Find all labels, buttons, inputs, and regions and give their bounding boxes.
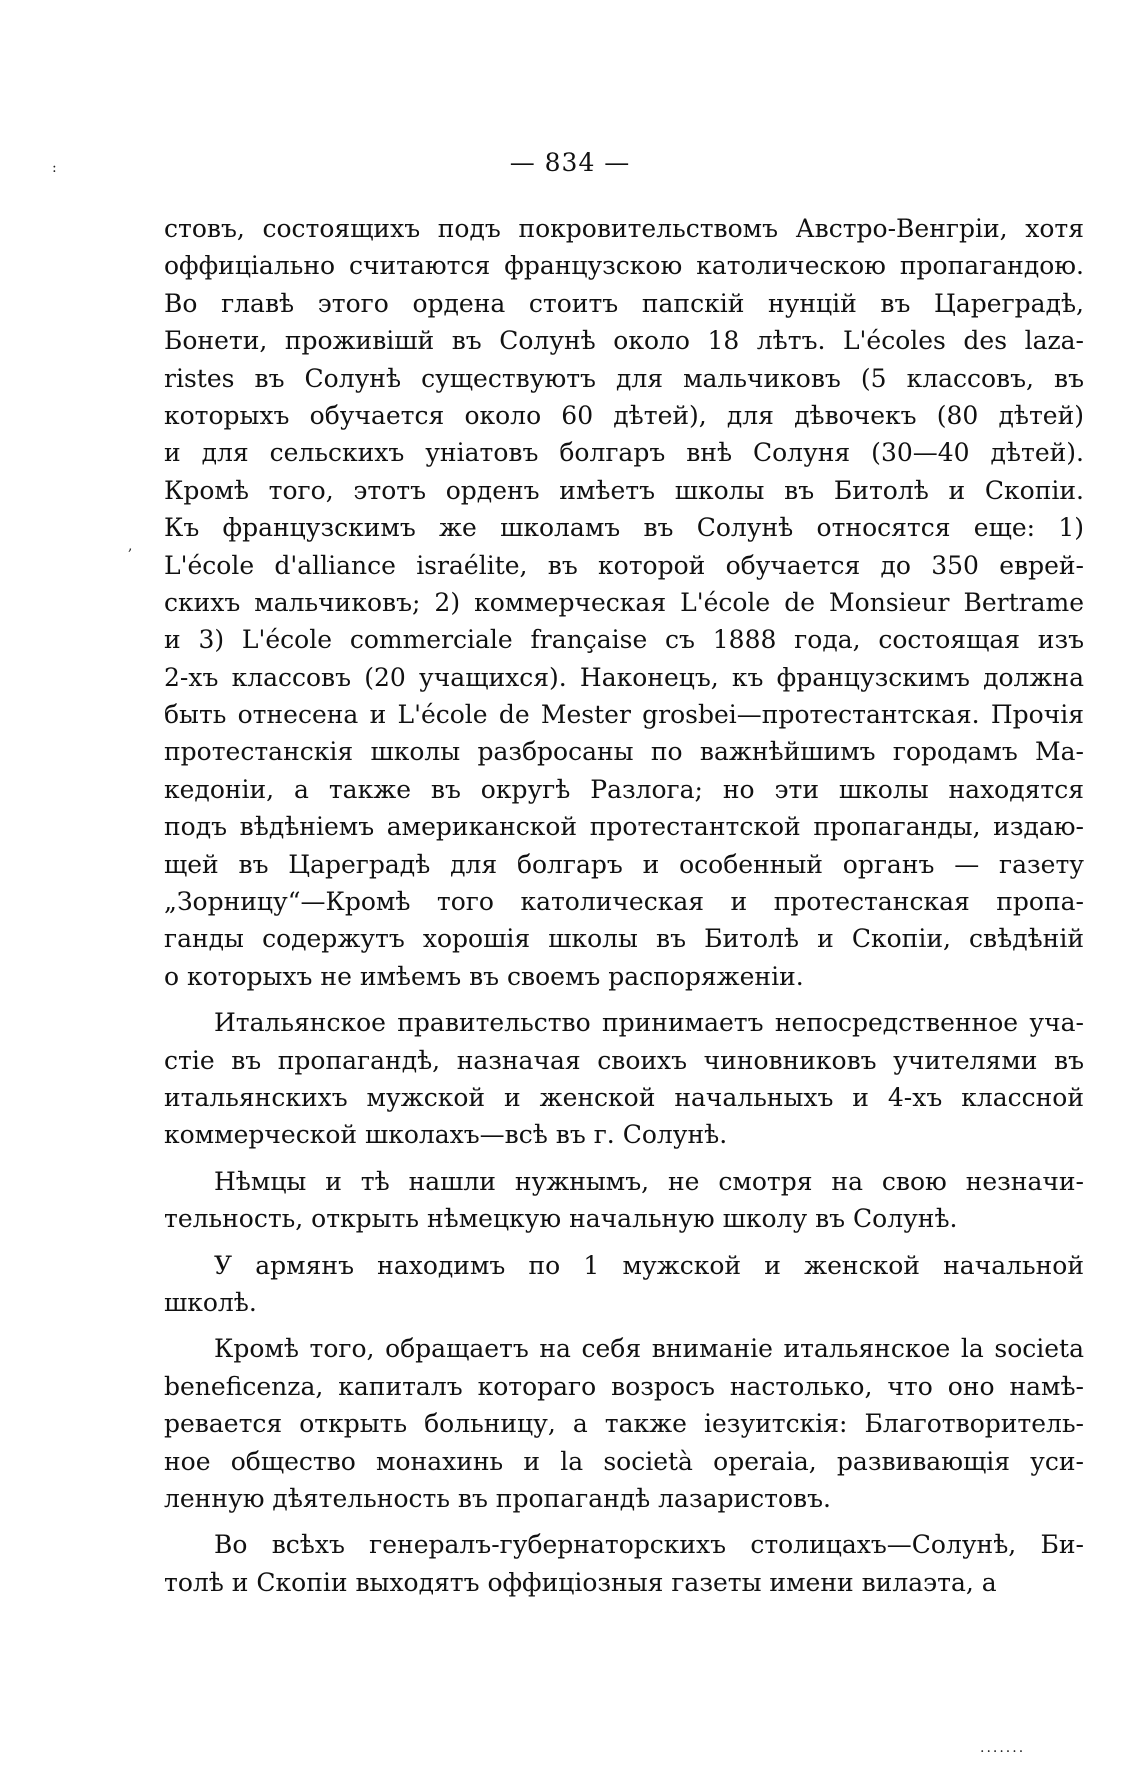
text-line: „Зорницу“—Кромѣ того католическая и протестанская пропа- xyxy=(164,887,1084,917)
paragraph xyxy=(164,210,1084,995)
paragraph xyxy=(164,1004,1084,1154)
paragraph xyxy=(164,1247,1084,1322)
text-line: которыхъ обучается около 60 дѣтей), для дѣвочекъ (80 дѣтей) xyxy=(164,400,1084,430)
text-line: ristes въ Солунѣ существуютъ для мальчиковъ (5 классовъ, въ xyxy=(164,363,1084,393)
body-text xyxy=(164,210,1084,1601)
text-line: Кромѣ того, обращаетъ на себя вниманіе итальянское la societa xyxy=(214,1334,1084,1364)
scan-mark: ....... xyxy=(980,1740,1026,1756)
text-line: ное общество монахинь и la società operaia, развивающія уси- xyxy=(164,1446,1084,1476)
paragraph xyxy=(164,1163,1084,1238)
paragraph-gap xyxy=(164,1321,1084,1330)
paragraph-gap xyxy=(164,1517,1084,1526)
text-line: 2-хъ классовъ (20 учащихся). Наконецъ, къ французскимъ должна xyxy=(164,662,1084,692)
text-line: и для сельскихъ уніатовъ болгаръ внѣ Солуня (30—40 дѣтей). xyxy=(164,438,1084,468)
text-line: Нѣмцы и тѣ нашли нужнымъ, не смотря на свою незначи- xyxy=(214,1166,1084,1196)
paragraph xyxy=(164,1330,1084,1517)
text-line: протестанскія школы разбросаны по важнѣйшимъ городамъ Ма- xyxy=(164,737,1084,767)
text-line: стовъ, состоящихъ подъ покровительствомъ Австро-Венгріи, хотя xyxy=(164,214,1084,243)
paragraph xyxy=(164,1526,1084,1601)
text-line: стіе въ пропагандѣ, назначая своихъ чиновниковъ учителями въ xyxy=(164,1045,1084,1075)
paragraph-gap xyxy=(164,1238,1084,1247)
text-line: скихъ мальчиковъ; 2) коммерческая L'école de Monsieur Bertrame xyxy=(164,587,1084,617)
text-line: коммерческой школахъ—всѣ въ г. Солунѣ. xyxy=(164,1120,728,1150)
text-line: Кромѣ того, этотъ орденъ имѣетъ школы въ Битолѣ и Скопіи. xyxy=(164,475,1084,505)
text-line: У армянъ находимъ по 1 мужской и женской начальной xyxy=(214,1250,1084,1280)
text-line: Итальянское правительство принимаетъ непосредственное уча- xyxy=(214,1008,1084,1038)
text-line: щей въ Цареградѣ для болгаръ и особенный органъ — газету xyxy=(164,849,1084,879)
text-line: кедоніи, а также въ округѣ Разлога; но эти школы находятся xyxy=(164,774,1084,804)
text-line: тельность, открыть нѣмецкую начальную школу въ Солунѣ. xyxy=(164,1204,958,1234)
text-line: Во всѣхъ генералъ-губернаторскихъ столицахъ—Солунѣ, Би- xyxy=(214,1530,1084,1560)
text-line: Къ французскимъ же школамъ въ Солунѣ относятся еще: 1) xyxy=(164,513,1084,543)
text-line: о которыхъ не имѣемъ въ своемъ распоряженіи. xyxy=(164,961,804,991)
text-line: ганды содержутъ хорошія школы въ Битолѣ и Скопіи, свѣдѣній xyxy=(164,924,1084,954)
text-line: L'école d'alliance israélite, въ которой обучается до 350 еврей- xyxy=(164,550,1084,580)
text-line: итальянскихъ мужской и женской начальныхъ и 4-хъ классной xyxy=(164,1082,1084,1112)
text-line: оффиціально считаются французскою католическою пропагандою. xyxy=(164,251,1084,281)
text-line: школѣ. xyxy=(164,1287,257,1317)
paragraph-gap xyxy=(164,1154,1084,1163)
text-line: Бонети, проживішй въ Солунѣ около 18 лѣтъ. L'écoles des laza- xyxy=(164,326,1084,356)
scan-mark: , xyxy=(128,538,133,554)
text-line: Во главѣ этого ордена стоитъ папскій нунцій въ Цареградѣ, xyxy=(164,288,1084,318)
page-number: — 834 — xyxy=(509,148,631,177)
text-line: толѣ и Скопіи выходятъ оффиціозныя газеты имени вилаэта, а xyxy=(164,1567,997,1597)
text-line: ревается открыть больницу, а также іезуитскія: Благотворитель- xyxy=(164,1409,1084,1439)
paragraph-gap xyxy=(164,995,1084,1004)
scan-mark: : xyxy=(52,160,57,176)
text-line: и 3) L'école commerciale française съ 1888 года, состоящая изъ xyxy=(164,625,1084,655)
text-line: beneficenza, капиталъ котораго возросъ настолько, что оно намѣ- xyxy=(164,1371,1084,1401)
text-line: подъ вѣдѣніемъ американской протестантской пропаганды, издаю- xyxy=(164,812,1084,842)
text-line: ленную дѣятельность въ пропагандѣ лазаристовъ. xyxy=(164,1483,831,1513)
text-line: быть отнесена и L'école de Mester grosbei—протестантская. Прочія xyxy=(164,700,1084,730)
